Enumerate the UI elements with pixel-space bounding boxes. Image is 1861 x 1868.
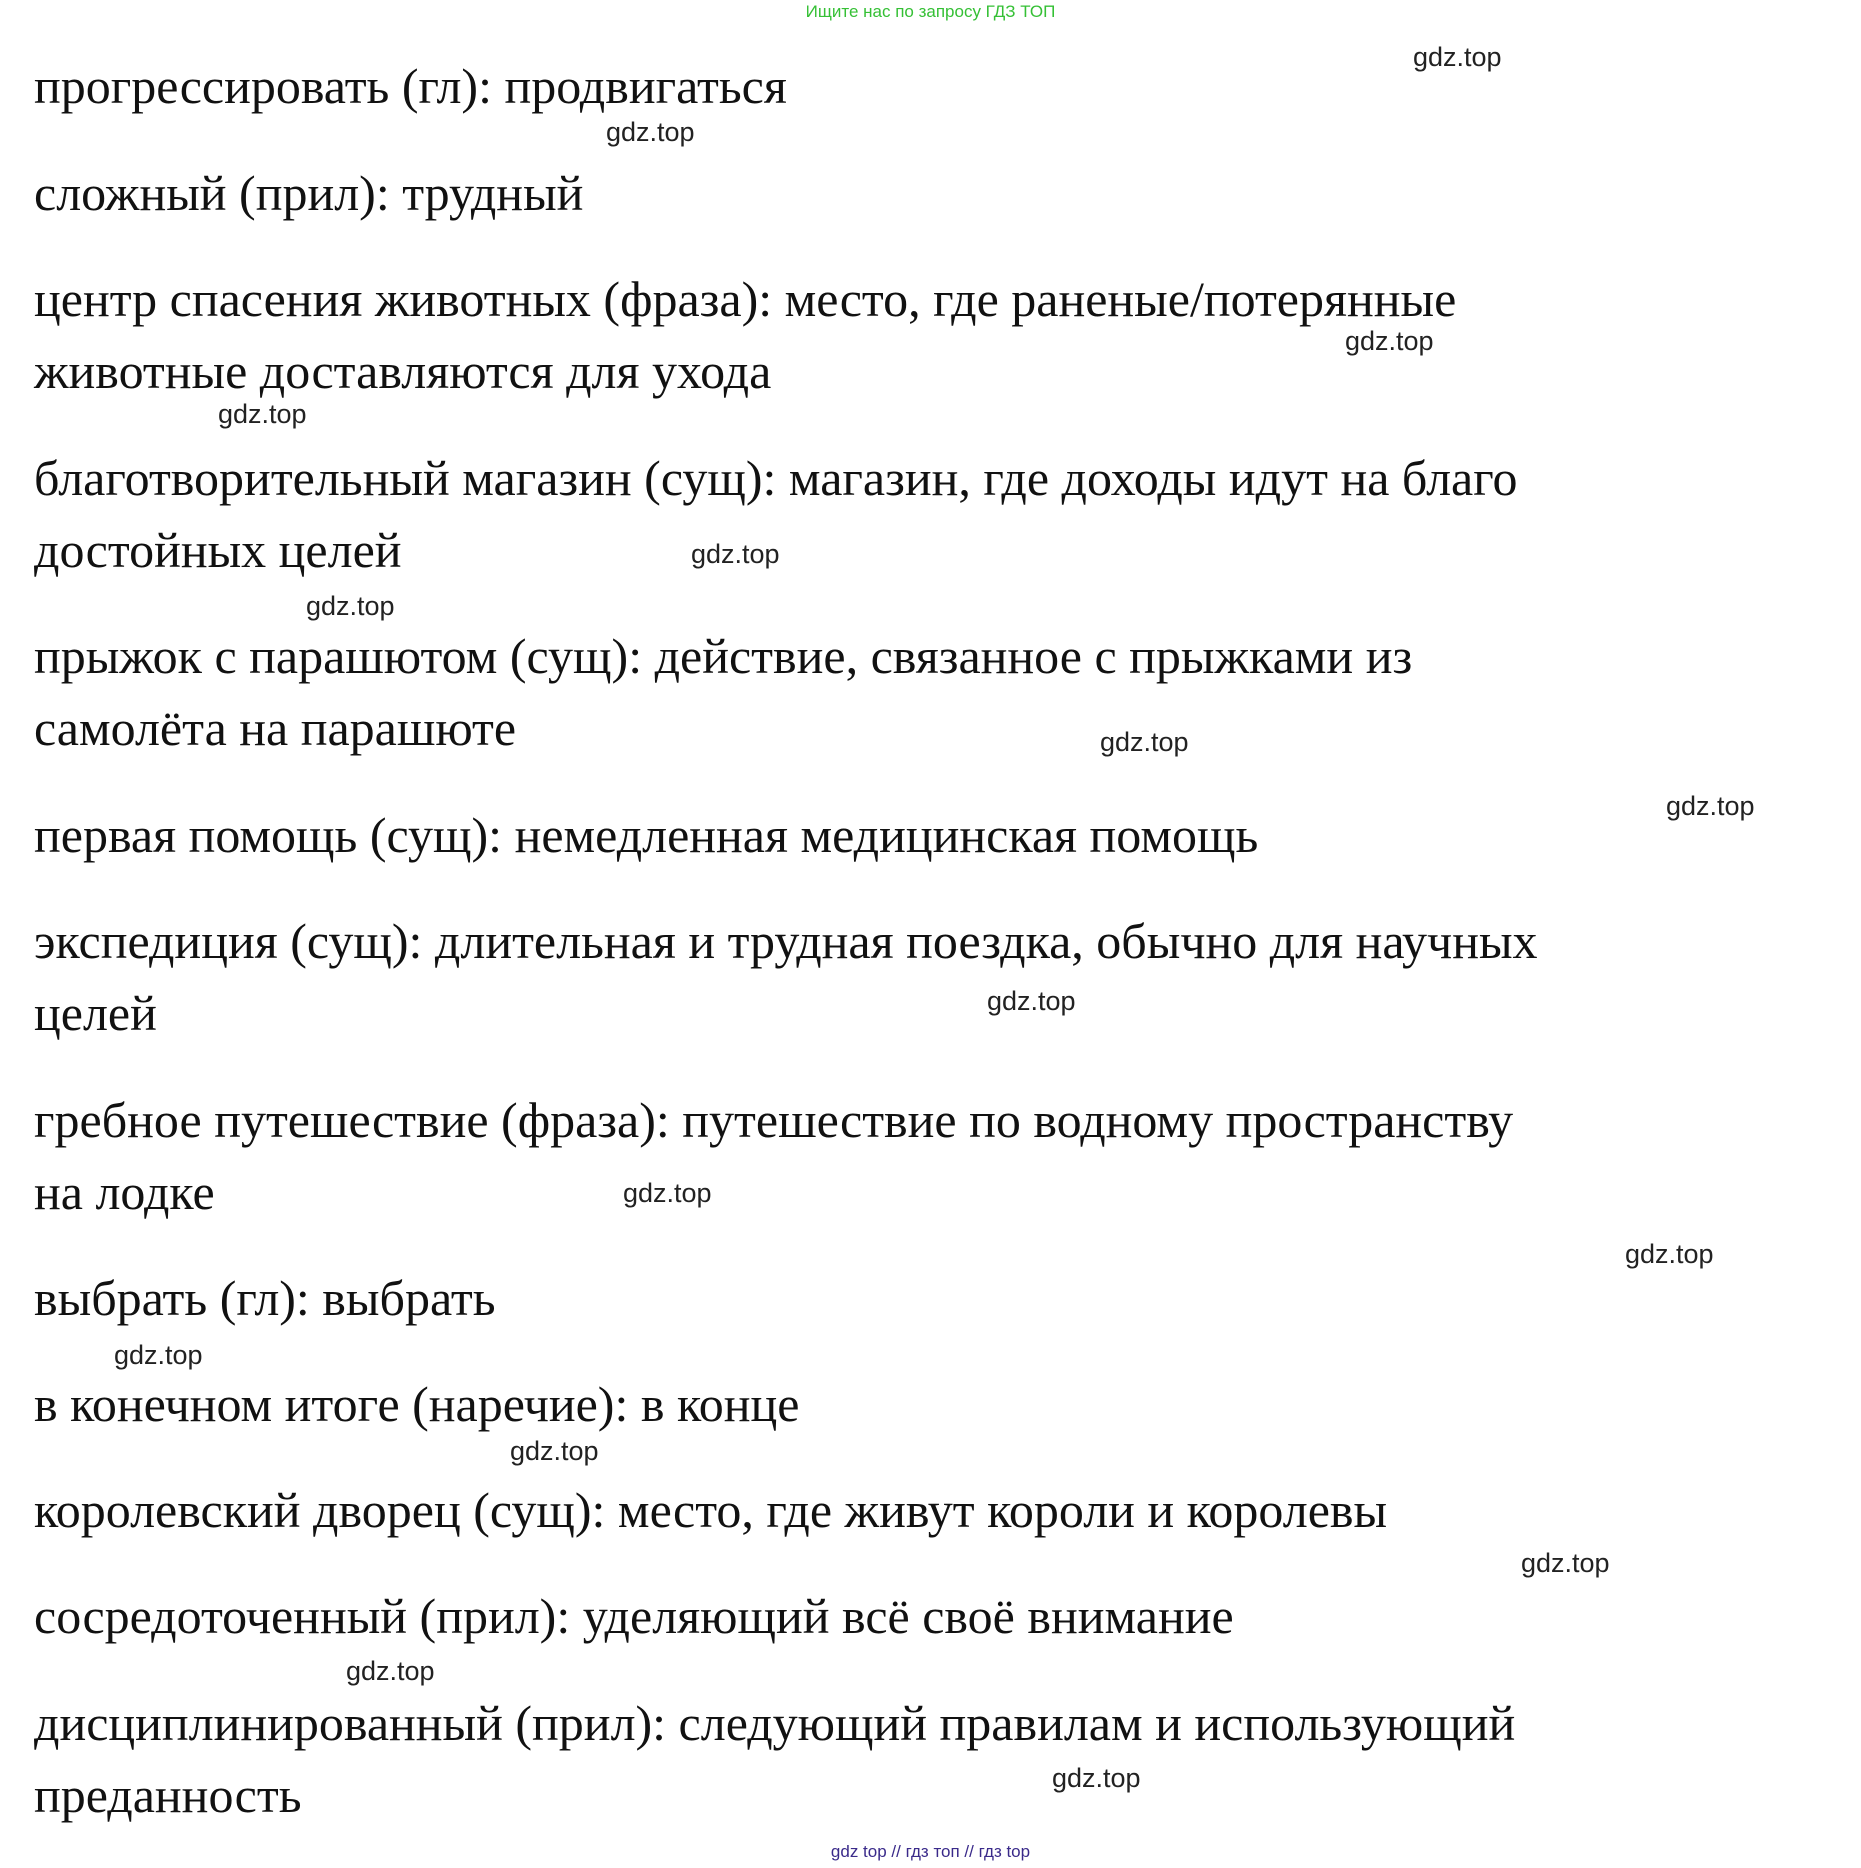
entry-line: животные доставляются для ухода: [34, 343, 772, 399]
entry-line: королевский дворец (сущ): место, где живут короли и королевы: [34, 1482, 1388, 1538]
entry-line: прыжок с парашютом (сущ): действие, связанное с прыжками из: [34, 628, 1413, 684]
entry-line: в конечном итоге (наречие): в конце: [34, 1376, 800, 1432]
watermark: gdz.top: [510, 1436, 599, 1466]
watermark: gdz.top: [691, 539, 780, 569]
watermark: gdz.top: [1052, 1763, 1141, 1793]
watermark: gdz.top: [346, 1656, 435, 1686]
entry-line: достойных целей: [34, 522, 402, 578]
entry-line: первая помощь (сущ): немедленная медицинская помощь: [34, 807, 1259, 863]
watermark: gdz.top: [1345, 326, 1434, 356]
entry-line: центр спасения животных (фраза): место, где раненые/потерянные: [34, 271, 1457, 327]
entry-line: выбрать (гл): выбрать: [34, 1270, 496, 1326]
entry-line: самолёта на парашюте: [34, 700, 517, 756]
entry-line: благотворительный магазин (сущ): магазин, где доходы идут на благо: [34, 450, 1518, 506]
watermark: gdz.top: [114, 1340, 203, 1370]
entry-line: сложный (прил): трудный: [34, 165, 584, 221]
entry-line: экспедиция (сущ): длительная и трудная поездка, обычно для научных: [34, 913, 1538, 969]
entry-line: прогрессировать (гл): продвигаться: [34, 58, 787, 114]
watermark: gdz.top: [1521, 1548, 1610, 1578]
entry-line: на лодке: [34, 1164, 215, 1220]
watermark: gdz.top: [623, 1178, 712, 1208]
watermark: gdz.top: [987, 986, 1076, 1016]
entry-line: гребное путешествие (фраза): путешествие по водному пространству: [34, 1092, 1514, 1148]
watermark: gdz.top: [306, 591, 395, 621]
watermark: gdz.top: [1100, 727, 1189, 757]
watermark: gdz.top: [1413, 42, 1502, 72]
entry-line: дисциплинированный (прил): следующий правилам и использующий: [34, 1695, 1516, 1751]
watermark: gdz.top: [1666, 791, 1755, 821]
watermark: gdz.top: [1625, 1239, 1714, 1269]
entry-line: преданность: [34, 1767, 302, 1823]
watermark: gdz.top: [218, 399, 307, 429]
entry-line: целей: [34, 985, 157, 1041]
search-hint: Ищите нас по запросу ГДЗ ТОП: [805, 2, 1056, 21]
watermark: gdz.top: [606, 117, 695, 147]
footer-links[interactable]: gdz top // гдз топ // гдз top: [830, 1842, 1031, 1861]
entry-line: сосредоточенный (прил): уделяющий всё своё внимание: [34, 1588, 1234, 1644]
